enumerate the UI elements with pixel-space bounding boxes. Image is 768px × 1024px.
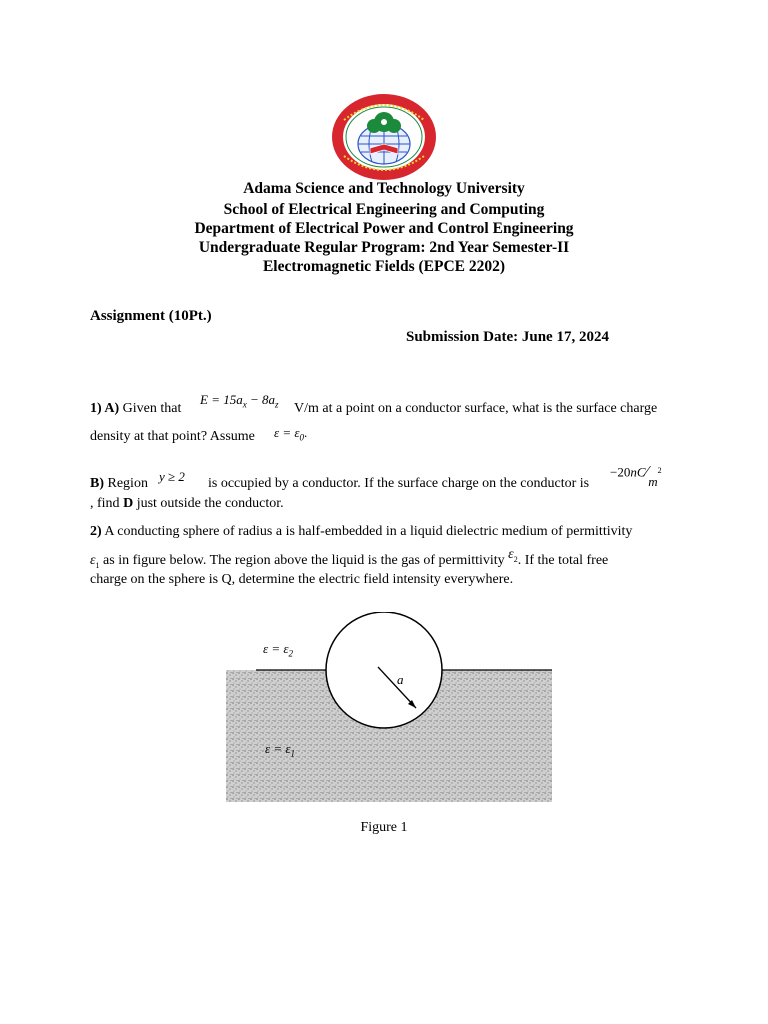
epsilon-symbol: ε: [90, 553, 96, 568]
question-1b-line2: [90, 495, 284, 513]
question-1a-line2: density at that point? Assume: [90, 429, 255, 444]
submission-date: Submission Date: June 17, 2024: [406, 329, 609, 345]
period: .: [304, 425, 308, 440]
university-name: Adama Science and Technology University: [243, 180, 525, 197]
charge-unit-denominator: m: [648, 474, 658, 490]
subscript: 2: [288, 648, 294, 659]
question-text: just outside the conductor.: [136, 496, 284, 511]
sphere: [326, 612, 442, 728]
course-name: Electromagnetic Fields (EPCE 2202): [262, 258, 506, 275]
school-name: School of Electrical Engineering and Computing: [223, 201, 545, 218]
label-epsilon-2: [263, 640, 293, 663]
question-text: . If the total free: [517, 553, 609, 568]
charge-unit-numerator: nC: [630, 464, 646, 480]
question-1a-post: V/m at a point on a conductor surface, what is the surface charge: [294, 401, 658, 416]
question-text: , find: [90, 496, 120, 511]
equation-part: ε = ε: [274, 425, 300, 440]
subscript: 0: [299, 432, 305, 443]
equation-y: y ≥ 2: [159, 469, 185, 484]
assignment-title: Assignment (10Pt.): [90, 308, 212, 324]
question-number: 2): [90, 524, 102, 539]
epsilon-symbol: ε: [508, 547, 514, 562]
question-1a-line1: [90, 400, 181, 418]
question-1b-post: is occupied by a conductor. If the surface charge on the conductor is: [208, 476, 590, 491]
program-name: Undergraduate Regular Program: 2nd Year Semester-II: [198, 239, 570, 256]
department-name: Department of Electrical Power and Control Engineering: [194, 220, 574, 237]
question-text: Region: [107, 476, 148, 491]
equation-part: − 8a: [246, 392, 275, 407]
label-text: ε = ε: [265, 741, 291, 756]
question-number: 1) A): [90, 401, 120, 416]
question-1b-line1: [90, 475, 148, 493]
question-text: as in figure below. The region above the liquid is the gas of permittivity: [103, 553, 505, 568]
subscript: 1: [95, 560, 100, 570]
question-number: B): [90, 476, 104, 491]
university-logo: [330, 92, 438, 182]
subscript: z: [275, 399, 279, 410]
question-text: Given that: [122, 401, 182, 416]
subscript: x: [242, 399, 247, 410]
charge-number: −20: [610, 464, 631, 480]
question-2-line1: [90, 523, 632, 541]
question-text: A conducting sphere of radius a is half-embedded in a liquid dielectric medium of permittivity: [104, 524, 633, 539]
figure-caption: Figure 1: [360, 820, 408, 835]
label-epsilon-1: [265, 740, 295, 763]
charge-density: $-20nC⁄m^2$: [610, 463, 662, 490]
subscript: 2: [513, 554, 518, 564]
label-radius-a: a: [397, 672, 404, 687]
equation-eps: [274, 424, 307, 447]
charge-exponent: 2: [657, 466, 662, 475]
question-2-line3: charge on the sphere is Q, determine the electric field intensity everywhere.: [90, 572, 514, 587]
equation-E: [200, 391, 279, 414]
label-text: ε = ε: [263, 641, 289, 656]
subscript: 1: [290, 748, 296, 759]
equation-part: E = 15a: [200, 392, 243, 407]
D-symbol: D: [123, 496, 134, 511]
